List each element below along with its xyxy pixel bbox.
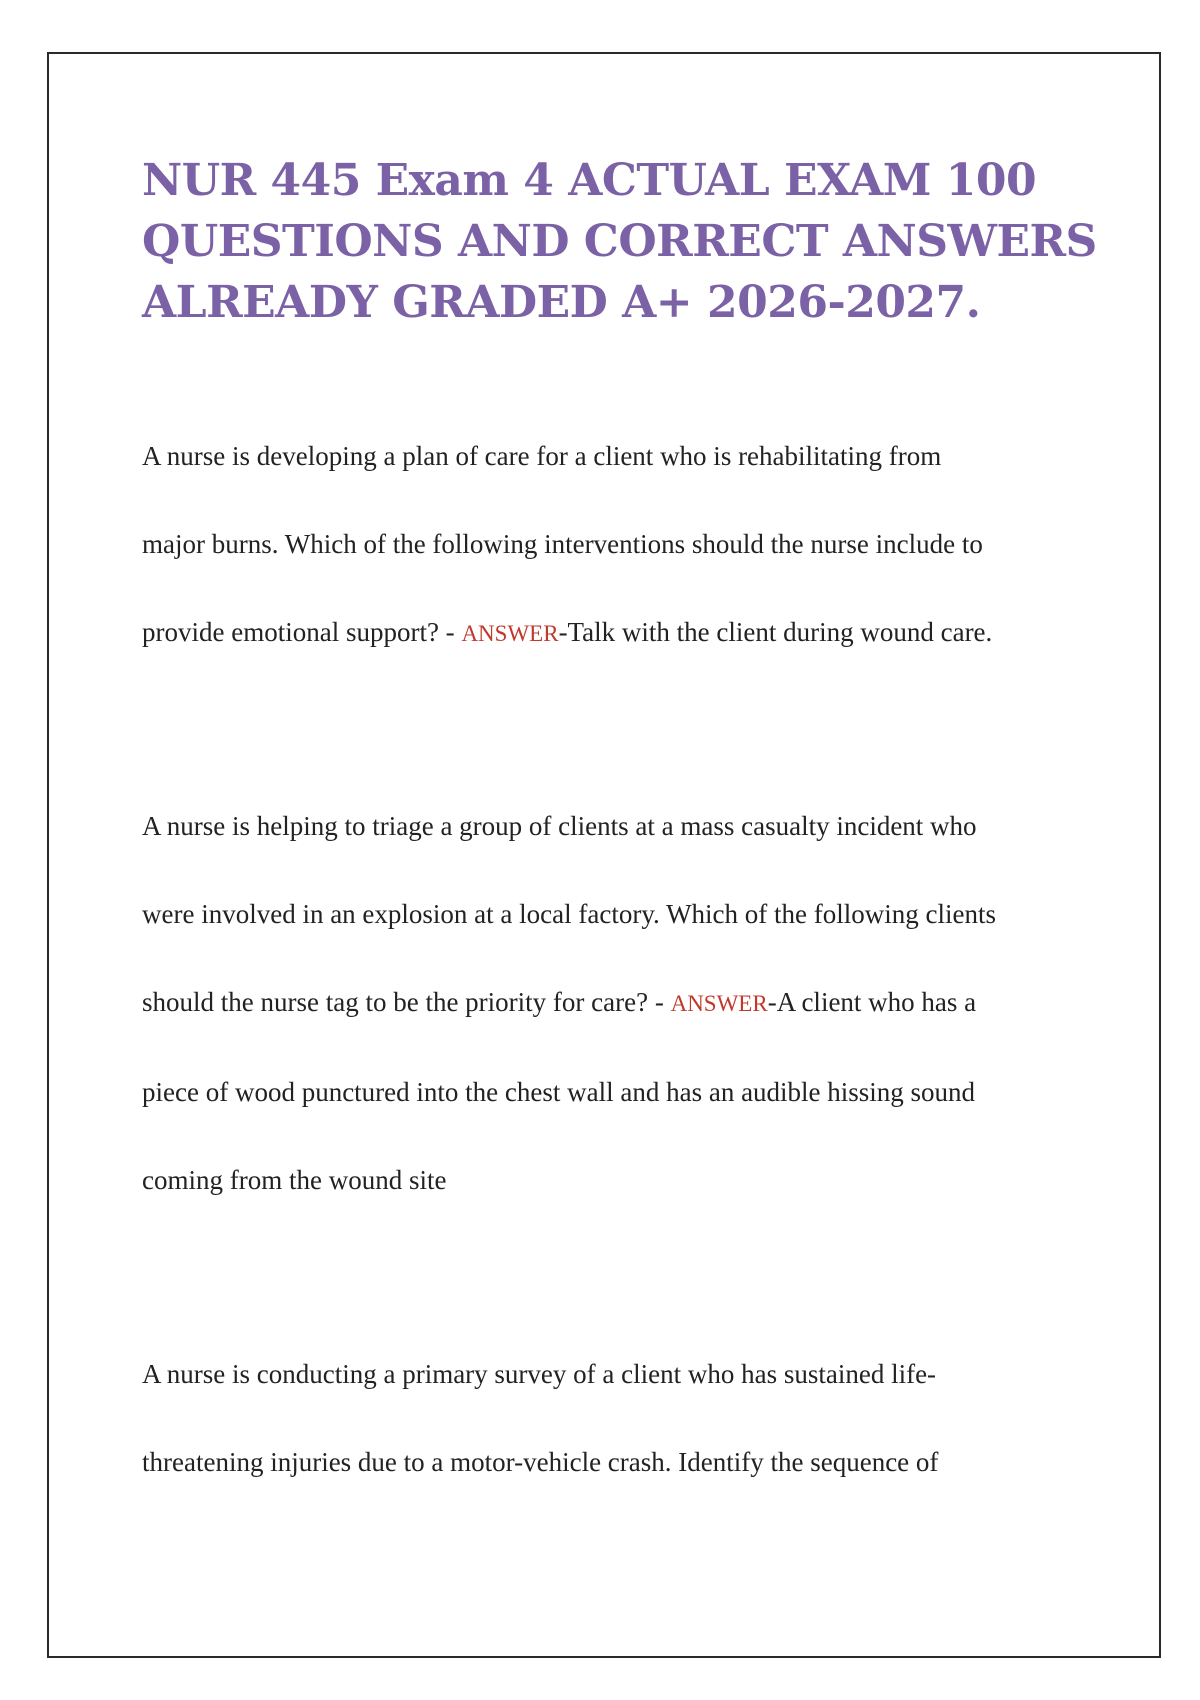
- answer-text: -Talk with the client during wound care.: [558, 617, 993, 647]
- title-line: NUR 445 Exam 4 ACTUAL EXAM 100: [142, 155, 1037, 206]
- title-line: ALREADY GRADED A+ 2026-2027.: [142, 277, 981, 328]
- answer-label: ANSWER: [670, 991, 768, 1016]
- question-line: A nurse is helping to triage a group of clients at a mass casualty incident who: [142, 811, 977, 841]
- question-3: [142, 1330, 1082, 1506]
- question-2: [142, 782, 1082, 1224]
- answer-text: -A client who has a: [767, 987, 977, 1017]
- question-line-prefix: provide emotional support? -: [142, 617, 462, 647]
- question-answer-line: [142, 958, 1082, 1048]
- question-answer-line: [142, 588, 1082, 678]
- question-line: were involved in an explosion at a local factory. Which of the following clients: [142, 899, 996, 929]
- question-line: A nurse is developing a plan of care for a client who is rehabilitating from: [142, 441, 942, 471]
- answer-line: coming from the wound site: [142, 1165, 447, 1195]
- question-line: A nurse is conducting a primary survey of a client who has sustained life-: [142, 1359, 937, 1389]
- question-1: [142, 412, 1082, 678]
- question-line-prefix: should the nurse tag to be the priority for care? -: [142, 987, 671, 1017]
- document-title: [142, 150, 1097, 333]
- answer-label: ANSWER: [461, 621, 559, 646]
- answer-line: piece of wood punctured into the chest wall and has an audible hissing sound: [142, 1077, 976, 1107]
- question-line: threatening injuries due to a motor-vehicle crash. Identify the sequence of: [142, 1447, 939, 1477]
- question-line: major burns. Which of the following interventions should the nurse include to: [142, 529, 983, 559]
- title-line: QUESTIONS AND CORRECT ANSWERS: [142, 216, 1097, 267]
- document-content: [142, 150, 1097, 1477]
